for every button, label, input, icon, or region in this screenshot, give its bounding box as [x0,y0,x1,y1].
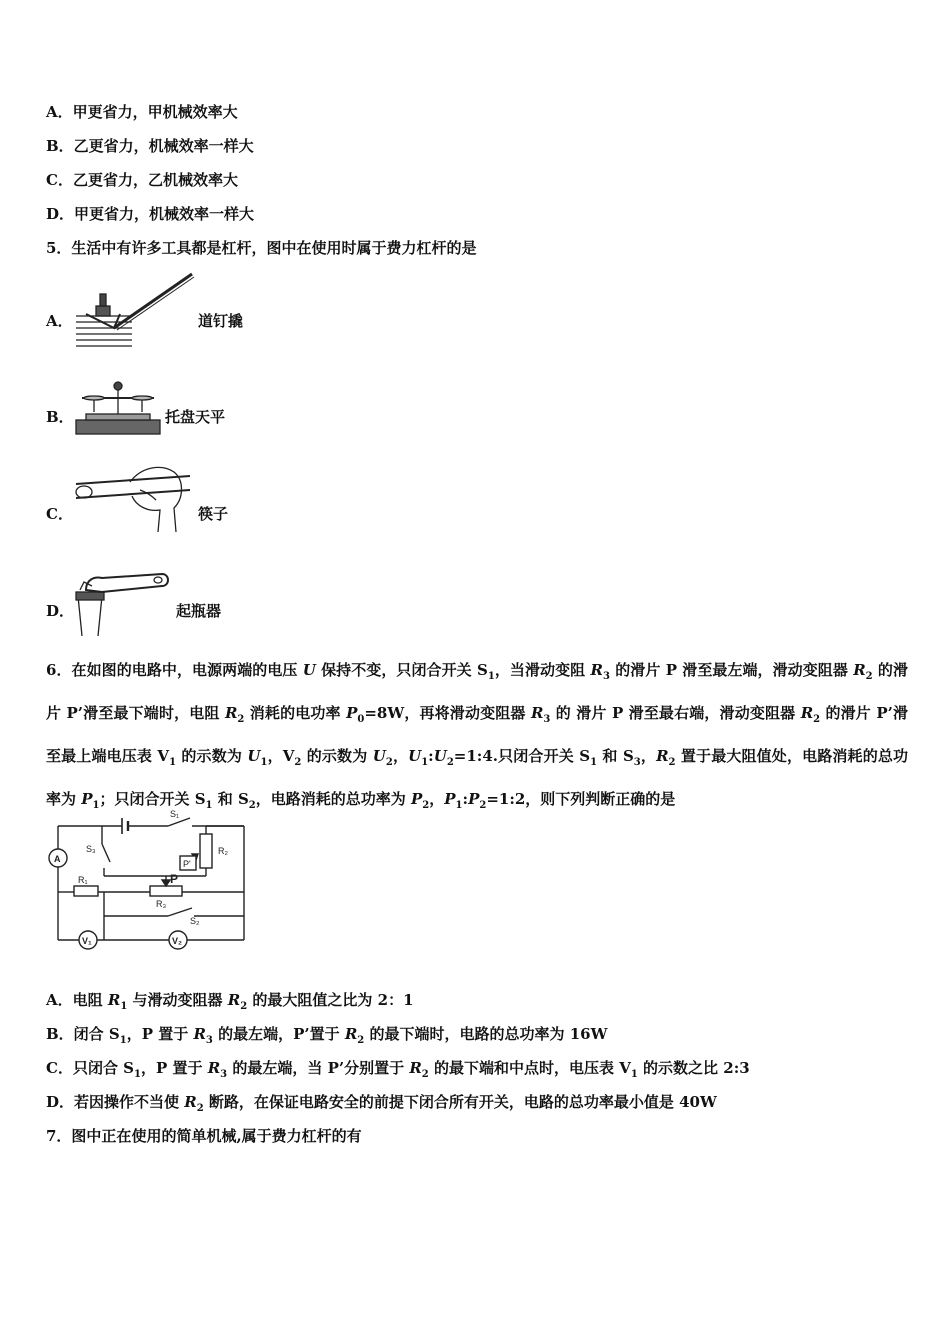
q4-option-a: A．甲更省力，甲机械效率大 [46,103,238,121]
q6-option-c: C．只闭合 $S_1$，P 置于 $R_3$ 的最左端，当 P’分别置于 $R_2$ 的最下端和中点时，电压表 $V_1$ 的示数之比 2:3 [46,1059,750,1080]
q7-stem: 7．图中正在使用的简单机械,属于费力杠杆的有 [46,1127,362,1145]
label-r3: R₃ [156,899,167,909]
crowbar-icon [72,270,197,350]
label-r2: R₂ [218,846,228,856]
q6-option-d: D．若因操作不当使 $R_2$ 断路，在保证电路安全的前提下闭合所有开关，电路的总功率最小值是 40W [46,1093,717,1114]
q6-stem: 6．在如图的电路中，电源两端的电压 U 保持不变，只闭合开关 $S_1$，当滑动变阻 $R_3$ 的滑片 P 滑至最左端，滑动变阻器 $R_2$ 的滑片 P’滑至最下端时，电阻 $R_2$ 消耗的电功率 $P_0=8W$，再将滑动变阻器 $R_3$ 的 滑片 P 滑至最右端，滑动变阻器 $R_2$ 的滑片 P’滑至最上端电压表 $V_1$ 的示数为 $U_1$，$V_2$ 的示数为 $U_2$，$U_1:U_2=1:4$.只闭合开关 $S_1$ 和 $S_3$，$R_2$ 置于最大阻值处，电路消耗的总功率为 $P_1$；只闭合开关 $S_1$ 和 $S_2$，电路消耗的总功率为 $P_2$，$P_1:P_2=1:2$，则下列判断正确的是 [46,661,908,811]
q5-option-b-letter: B． [46,408,74,426]
label-v2: V₂ [172,936,183,946]
label-p: P [170,872,179,886]
q5-option-b-name: 托盘天平 [165,408,226,426]
label-ammeter: A [54,854,61,864]
q5-option-d-letter: D． [46,602,75,620]
label-v1: V₁ [82,936,92,946]
q6-option-b: B．闭合 $S_1$，P 置于 $R_3$ 的最左端，P’置于 $R_2$ 的最下端时，电路的总功率为 16W [46,1025,608,1046]
q4-option-d: D．甲更省力，机械效率一样大 [46,205,255,223]
circuit-diagram [44,806,264,956]
chopsticks-icon [72,462,192,534]
balance-icon [72,378,164,438]
label-s3: S₃ [86,844,96,854]
label-r1: R₁ [78,875,88,885]
q6-option-a: A．电阻 $R_1$ 与滑动变阻器 $R_2$ 的最大阻值之比为 2：1 [46,991,414,1012]
bottle-opener-icon [72,572,172,636]
q5-option-c-name: 筷子 [198,505,229,523]
label-s1: S₁ [170,809,180,819]
label-p2: P' [183,859,191,869]
q5-option-d-name: 起瓶器 [176,602,222,620]
q4-option-c: C．乙更省力，乙机械效率大 [46,171,238,189]
q4-option-b: B．乙更省力，机械效率一样大 [46,137,254,155]
label-s2: S₂ [190,916,200,926]
q5-option-a-name: 道钉撬 [198,312,244,330]
q5-option-c-letter: C． [46,505,73,523]
q5-stem: 5．生活中有许多工具都是杠杆，图中在使用时属于费力杠杆的是 [46,239,477,257]
q5-option-a-letter: A． [46,312,73,330]
